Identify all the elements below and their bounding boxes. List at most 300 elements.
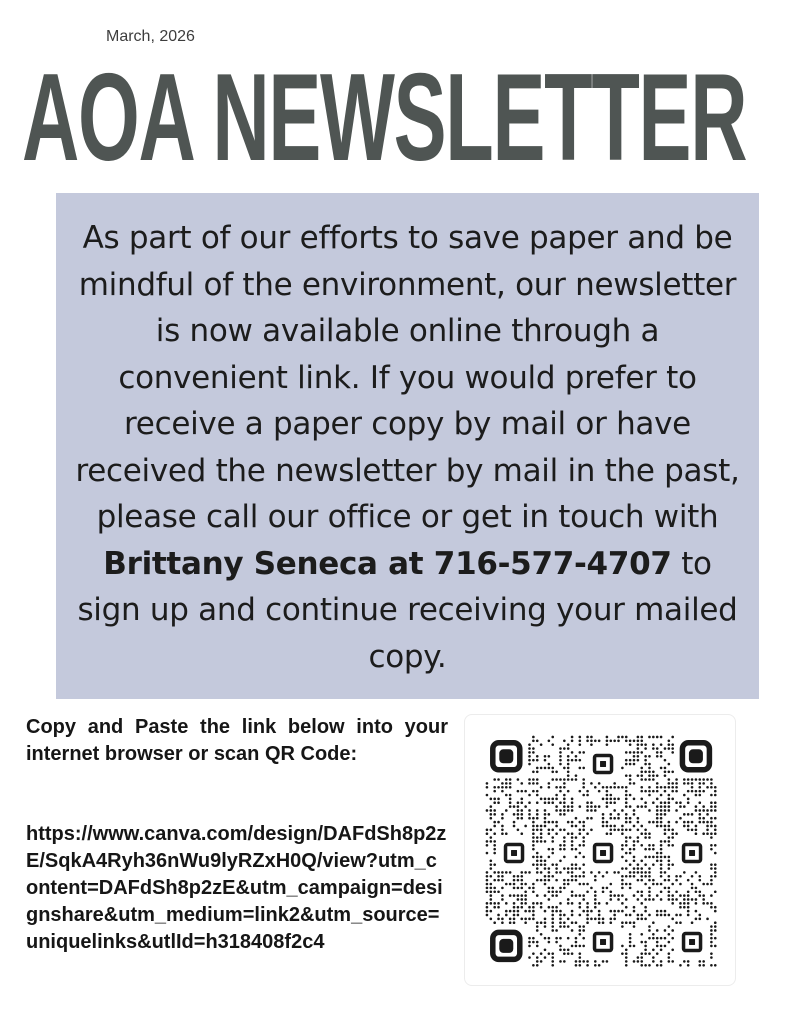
qr-module bbox=[540, 921, 543, 924]
qr-module bbox=[486, 887, 489, 890]
qr-module bbox=[548, 821, 551, 824]
qr-module bbox=[702, 894, 705, 897]
qr-module bbox=[714, 829, 717, 832]
qr-module bbox=[513, 910, 516, 913]
qr-module bbox=[528, 759, 531, 762]
qr-module bbox=[501, 817, 504, 820]
qr-module bbox=[490, 875, 493, 878]
qr-module bbox=[490, 867, 493, 870]
qr-module bbox=[687, 782, 690, 785]
qr-module bbox=[606, 743, 609, 746]
qr-module bbox=[656, 813, 659, 816]
qr-module bbox=[532, 964, 535, 967]
qr-module bbox=[559, 925, 562, 928]
qr-module bbox=[668, 898, 671, 901]
qr-module bbox=[629, 778, 632, 781]
qr-module bbox=[536, 813, 539, 816]
qr-module bbox=[640, 743, 643, 746]
qr-alignment-center bbox=[689, 939, 695, 945]
qr-module bbox=[571, 821, 574, 824]
qr-module bbox=[528, 910, 531, 913]
qr-module bbox=[706, 825, 709, 828]
qr-module bbox=[617, 740, 620, 743]
qr-module bbox=[590, 829, 593, 832]
qr-module bbox=[656, 809, 659, 812]
qr-module bbox=[486, 890, 489, 893]
qr-module bbox=[548, 767, 551, 770]
qr-module bbox=[563, 948, 566, 951]
qr-module bbox=[679, 817, 682, 820]
qr-module bbox=[668, 770, 671, 773]
qr-module bbox=[555, 786, 558, 789]
qr-module bbox=[548, 871, 551, 874]
qr-module bbox=[551, 836, 554, 839]
qr-module bbox=[606, 786, 609, 789]
qr-module bbox=[675, 832, 678, 835]
qr-module bbox=[520, 894, 523, 897]
qr-module bbox=[524, 921, 527, 924]
qr-module bbox=[520, 801, 523, 804]
qr-module bbox=[609, 918, 612, 921]
qr-module bbox=[579, 902, 582, 905]
qr-module bbox=[532, 790, 535, 793]
qr-module bbox=[648, 879, 651, 882]
qr-module bbox=[660, 945, 663, 948]
qr-module bbox=[559, 914, 562, 917]
qr-module bbox=[548, 782, 551, 785]
qr-module bbox=[660, 794, 663, 797]
qr-module bbox=[536, 960, 539, 963]
qr-module bbox=[493, 871, 496, 874]
qr-module bbox=[664, 832, 667, 835]
qr-module bbox=[555, 871, 558, 874]
qr-module bbox=[644, 863, 647, 866]
qr-module bbox=[579, 767, 582, 770]
qr-module bbox=[536, 902, 539, 905]
qr-module bbox=[486, 786, 489, 789]
qr-module bbox=[698, 964, 701, 967]
qr-module bbox=[687, 879, 690, 882]
qr-module bbox=[652, 821, 655, 824]
qr-module bbox=[579, 883, 582, 886]
qr-module bbox=[652, 960, 655, 963]
qr-module bbox=[633, 782, 636, 785]
qr-module bbox=[671, 832, 674, 835]
qr-module bbox=[625, 844, 628, 847]
qr-module bbox=[551, 894, 554, 897]
qr-module bbox=[563, 813, 566, 816]
qr-module bbox=[579, 925, 582, 928]
qr-module bbox=[551, 914, 554, 917]
qr-module bbox=[648, 890, 651, 893]
qr-module bbox=[532, 759, 535, 762]
qr-module bbox=[625, 759, 628, 762]
qr-module bbox=[710, 867, 713, 870]
qr-module bbox=[536, 778, 539, 781]
qr-module bbox=[668, 894, 671, 897]
qr-module bbox=[664, 914, 667, 917]
qr-module bbox=[536, 863, 539, 866]
qr-module bbox=[606, 821, 609, 824]
qr-code-card[interactable] bbox=[464, 714, 736, 986]
qr-module bbox=[559, 859, 562, 862]
qr-module bbox=[664, 805, 667, 808]
qr-module bbox=[490, 890, 493, 893]
qr-module bbox=[563, 952, 566, 955]
qr-module bbox=[532, 848, 535, 851]
qr-module bbox=[613, 809, 616, 812]
qr-module bbox=[648, 832, 651, 835]
qr-module bbox=[524, 825, 527, 828]
qr-module bbox=[652, 736, 655, 739]
qr-module bbox=[617, 798, 620, 801]
qr-module bbox=[629, 941, 632, 944]
qr-module bbox=[493, 801, 496, 804]
notice-box bbox=[56, 193, 759, 699]
qr-module bbox=[582, 825, 585, 828]
qr-module bbox=[675, 890, 678, 893]
qr-module bbox=[660, 767, 663, 770]
qr-module bbox=[633, 840, 636, 843]
qr-module bbox=[644, 778, 647, 781]
qr-module bbox=[509, 798, 512, 801]
qr-code-icon bbox=[479, 729, 723, 973]
qr-module bbox=[586, 736, 589, 739]
qr-module bbox=[513, 921, 516, 924]
qr-module bbox=[606, 801, 609, 804]
qr-module bbox=[660, 883, 663, 886]
qr-module bbox=[493, 840, 496, 843]
qr-module bbox=[698, 782, 701, 785]
qr-module bbox=[706, 778, 709, 781]
notice-text bbox=[70, 215, 745, 680]
qr-module bbox=[544, 883, 547, 886]
qr-module bbox=[664, 747, 667, 750]
qr-module bbox=[687, 894, 690, 897]
qr-module bbox=[567, 832, 570, 835]
qr-module bbox=[582, 937, 585, 940]
qr-module bbox=[679, 805, 682, 808]
qr-module bbox=[621, 736, 624, 739]
qr-module bbox=[637, 821, 640, 824]
qr-module bbox=[617, 817, 620, 820]
qr-module bbox=[571, 740, 574, 743]
qr-module bbox=[567, 902, 570, 905]
qr-module bbox=[644, 945, 647, 948]
qr-module bbox=[544, 875, 547, 878]
qr-module bbox=[617, 813, 620, 816]
qr-module bbox=[567, 898, 570, 901]
qr-module bbox=[691, 887, 694, 890]
qr-module bbox=[575, 894, 578, 897]
qr-module bbox=[582, 898, 585, 901]
qr-module bbox=[640, 918, 643, 921]
qr-module bbox=[621, 809, 624, 812]
qr-module bbox=[501, 887, 504, 890]
qr-module bbox=[579, 929, 582, 932]
qr-module bbox=[625, 964, 628, 967]
qr-module bbox=[528, 747, 531, 750]
qr-module bbox=[567, 948, 570, 951]
qr-module bbox=[668, 914, 671, 917]
qr-module bbox=[695, 778, 698, 781]
qr-module bbox=[656, 937, 659, 940]
qr-module bbox=[540, 879, 543, 882]
qr-module bbox=[637, 898, 640, 901]
qr-module bbox=[582, 836, 585, 839]
qr-module bbox=[528, 778, 531, 781]
qr-module bbox=[633, 763, 636, 766]
qr-module bbox=[613, 798, 616, 801]
qr-module bbox=[505, 794, 508, 797]
qr-module bbox=[648, 894, 651, 897]
qr-module bbox=[640, 964, 643, 967]
qr-module bbox=[633, 759, 636, 762]
qr-module bbox=[501, 871, 504, 874]
qr-module bbox=[486, 906, 489, 909]
qr-module bbox=[621, 767, 624, 770]
qr-module bbox=[660, 848, 663, 851]
qr-module bbox=[532, 836, 535, 839]
qr-module bbox=[532, 890, 535, 893]
qr-module bbox=[497, 902, 500, 905]
qr-module bbox=[687, 821, 690, 824]
qr-module bbox=[598, 914, 601, 917]
qr-module bbox=[536, 894, 539, 897]
qr-module bbox=[695, 825, 698, 828]
qr-module bbox=[656, 914, 659, 917]
qr-module bbox=[714, 867, 717, 870]
qr-module bbox=[544, 801, 547, 804]
qr-module bbox=[571, 778, 574, 781]
qr-module bbox=[702, 817, 705, 820]
qr-module bbox=[602, 817, 605, 820]
qr-module bbox=[702, 883, 705, 886]
qr-module bbox=[582, 794, 585, 797]
qr-alignment-center bbox=[600, 850, 606, 856]
qr-module bbox=[563, 740, 566, 743]
qr-module bbox=[594, 875, 597, 878]
qr-module bbox=[621, 867, 624, 870]
qr-module bbox=[660, 817, 663, 820]
qr-module bbox=[648, 774, 651, 777]
qr-module bbox=[490, 894, 493, 897]
qr-module bbox=[536, 925, 539, 928]
qr-module bbox=[524, 902, 527, 905]
qr-module bbox=[490, 813, 493, 816]
qr-module bbox=[668, 801, 671, 804]
qr-module bbox=[598, 910, 601, 913]
qr-module bbox=[629, 883, 632, 886]
qr-module bbox=[609, 829, 612, 832]
qr-module bbox=[660, 937, 663, 940]
qr-module bbox=[582, 829, 585, 832]
qr-module bbox=[582, 871, 585, 874]
qr-module bbox=[590, 809, 593, 812]
qr-module bbox=[640, 767, 643, 770]
qr-module bbox=[559, 786, 562, 789]
qr-module bbox=[683, 805, 686, 808]
qr-module bbox=[637, 743, 640, 746]
qr-module bbox=[706, 883, 709, 886]
qr-module bbox=[509, 782, 512, 785]
qr-module bbox=[625, 817, 628, 820]
qr-module bbox=[490, 902, 493, 905]
qr-module bbox=[532, 740, 535, 743]
qr-module bbox=[497, 890, 500, 893]
qr-module bbox=[691, 875, 694, 878]
qr-module bbox=[486, 875, 489, 878]
qr-module bbox=[594, 809, 597, 812]
qr-module bbox=[640, 740, 643, 743]
qr-module bbox=[532, 825, 535, 828]
qr-module bbox=[710, 883, 713, 886]
qr-module bbox=[625, 829, 628, 832]
qr-module bbox=[497, 875, 500, 878]
qr-module bbox=[687, 910, 690, 913]
qr-module bbox=[702, 821, 705, 824]
qr-module bbox=[660, 856, 663, 859]
qr-module bbox=[602, 821, 605, 824]
qr-module bbox=[520, 906, 523, 909]
qr-module bbox=[540, 825, 543, 828]
qr-module bbox=[486, 902, 489, 905]
qr-module bbox=[648, 898, 651, 901]
qr-module bbox=[671, 747, 674, 750]
qr-module bbox=[644, 906, 647, 909]
qr-module bbox=[544, 809, 547, 812]
qr-module bbox=[551, 821, 554, 824]
qr-module bbox=[551, 964, 554, 967]
qr-module bbox=[714, 794, 717, 797]
qr-module bbox=[668, 782, 671, 785]
qr-module bbox=[579, 736, 582, 739]
qr-module bbox=[544, 925, 547, 928]
qr-module bbox=[617, 910, 620, 913]
qr-module bbox=[579, 906, 582, 909]
qr-module bbox=[698, 918, 701, 921]
qr-module bbox=[555, 798, 558, 801]
qr-module bbox=[621, 848, 624, 851]
qr-module bbox=[652, 778, 655, 781]
qr-module bbox=[633, 925, 636, 928]
qr-module bbox=[497, 918, 500, 921]
qr-module bbox=[613, 829, 616, 832]
qr-module bbox=[544, 821, 547, 824]
qr-module bbox=[520, 790, 523, 793]
qr-module bbox=[710, 956, 713, 959]
qr-module bbox=[710, 863, 713, 866]
qr-module bbox=[637, 960, 640, 963]
qr-module bbox=[532, 856, 535, 859]
qr-module bbox=[548, 879, 551, 882]
qr-module bbox=[540, 902, 543, 905]
qr-module bbox=[710, 821, 713, 824]
qr-module bbox=[664, 910, 667, 913]
qr-module bbox=[637, 759, 640, 762]
qr-module bbox=[540, 836, 543, 839]
qr-module bbox=[490, 805, 493, 808]
qr-module bbox=[548, 867, 551, 870]
qr-module bbox=[644, 856, 647, 859]
qr-module bbox=[563, 887, 566, 890]
newsletter-link[interactable]: https://www.canva.com/design/DAFdSh8p2zE/SqkA4Ryh36nWu9lyRZxH0Q/view?utm_content=DAFdSh8p2zE&utm_campaign=designshare&utm_medium=link2&utm_source=uniquelinks&utlId=h318408f2c4 bbox=[26, 823, 447, 953]
qr-module bbox=[613, 801, 616, 804]
qr-module bbox=[520, 902, 523, 905]
qr-module bbox=[695, 832, 698, 835]
qr-module bbox=[544, 879, 547, 882]
qr-module bbox=[555, 863, 558, 866]
qr-module bbox=[625, 859, 628, 862]
qr-module bbox=[532, 817, 535, 820]
qr-module bbox=[567, 755, 570, 758]
qr-module bbox=[563, 960, 566, 963]
qr-module bbox=[505, 782, 508, 785]
qr-module bbox=[575, 759, 578, 762]
qr-module bbox=[517, 813, 520, 816]
qr-module bbox=[571, 809, 574, 812]
qr-module bbox=[517, 817, 520, 820]
qr-module bbox=[555, 937, 558, 940]
qr-module bbox=[664, 801, 667, 804]
qr-module bbox=[629, 921, 632, 924]
qr-module bbox=[668, 879, 671, 882]
qr-module bbox=[683, 906, 686, 909]
qr-module bbox=[509, 778, 512, 781]
qr-module bbox=[548, 875, 551, 878]
qr-module bbox=[664, 829, 667, 832]
qr-module bbox=[575, 755, 578, 758]
qr-module bbox=[609, 898, 612, 901]
qr-module bbox=[567, 759, 570, 762]
qr-module bbox=[656, 790, 659, 793]
qr-module bbox=[567, 763, 570, 766]
qr-module bbox=[648, 763, 651, 766]
qr-module bbox=[544, 767, 547, 770]
qr-module bbox=[563, 848, 566, 851]
qr-module bbox=[524, 871, 527, 874]
qr-module bbox=[695, 890, 698, 893]
qr-module bbox=[648, 856, 651, 859]
qr-module bbox=[660, 859, 663, 862]
qr-module bbox=[664, 937, 667, 940]
qr-module bbox=[563, 836, 566, 839]
qr-module bbox=[660, 875, 663, 878]
qr-module bbox=[648, 836, 651, 839]
qr-module bbox=[698, 817, 701, 820]
qr-module bbox=[571, 894, 574, 897]
qr-module bbox=[544, 894, 547, 897]
qr-module bbox=[625, 801, 628, 804]
qr-module bbox=[656, 883, 659, 886]
qr-module bbox=[644, 871, 647, 874]
qr-module bbox=[633, 813, 636, 816]
qr-module bbox=[691, 782, 694, 785]
qr-module bbox=[486, 879, 489, 882]
qr-module bbox=[695, 871, 698, 874]
qr-module bbox=[640, 894, 643, 897]
qr-module bbox=[555, 794, 558, 797]
qr-module bbox=[706, 902, 709, 905]
qr-module bbox=[540, 798, 543, 801]
qr-module bbox=[594, 805, 597, 808]
qr-module bbox=[633, 910, 636, 913]
qr-module bbox=[629, 740, 632, 743]
qr-module bbox=[594, 898, 597, 901]
qr-module bbox=[629, 794, 632, 797]
qr-module bbox=[517, 910, 520, 913]
qr-module bbox=[594, 918, 597, 921]
